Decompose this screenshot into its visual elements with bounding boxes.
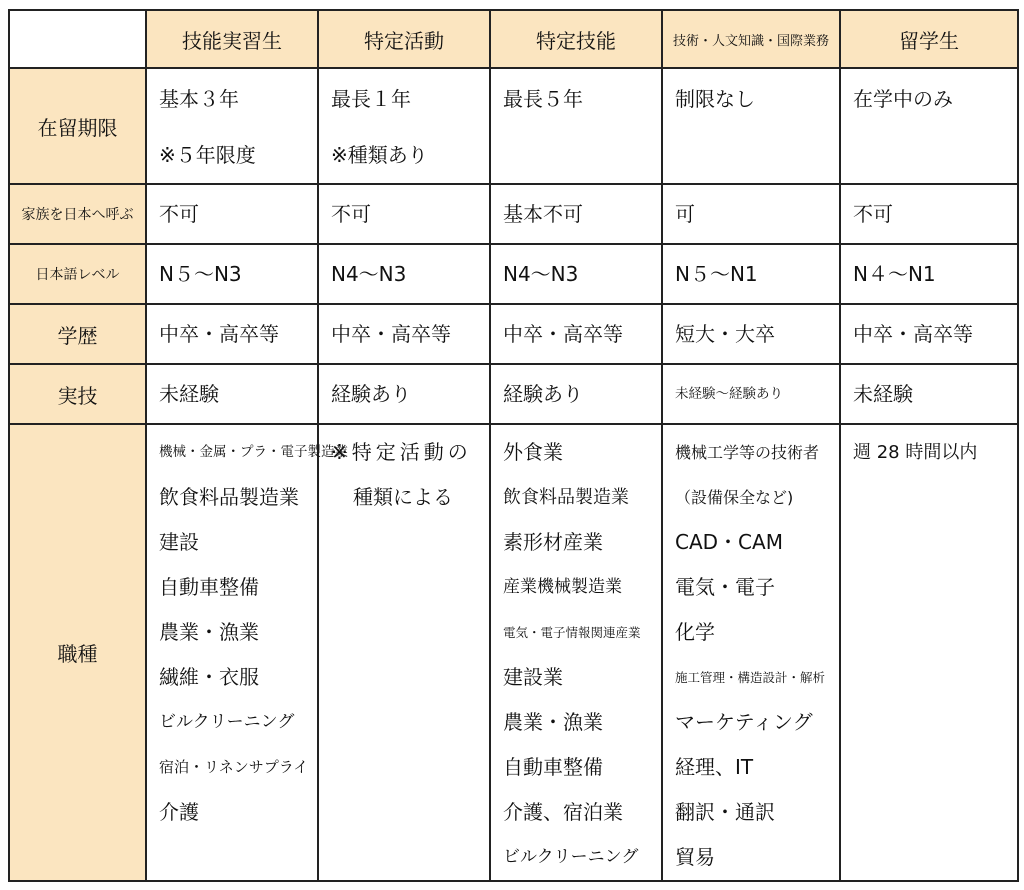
jobs-designated (318, 424, 490, 881)
list-item: （設備保全など) (675, 488, 794, 507)
row-header-japanese-level: 日本語レベル (9, 244, 146, 304)
list-item: 産業機械製造業 (503, 577, 622, 597)
cell-line: 中卒・高卒等 (853, 322, 973, 346)
table-row (9, 68, 1018, 184)
cell-line: 短大・大卒 (675, 322, 775, 346)
education-engineer (662, 304, 840, 364)
list-item: 化学 (675, 620, 715, 644)
cell-line: 中卒・高卒等 (331, 322, 451, 346)
list-item: 自動車整備 (159, 575, 259, 599)
corner-cell (9, 10, 146, 68)
list-item: 機械・金属・プラ・電子製造業 (159, 444, 348, 460)
table-row (9, 184, 1018, 244)
stay-period-trainee (146, 68, 318, 184)
cell-line: 不可 (853, 202, 893, 226)
cell-line: 可 (675, 202, 695, 226)
list-item: 宿泊・リネンサプライ (159, 758, 309, 776)
list-item: 建設 (159, 530, 199, 554)
education-designated (318, 304, 490, 364)
list-item: 繊維・衣服 (159, 665, 259, 689)
family-specified (490, 184, 662, 244)
row-header-experience: 実技 (9, 364, 146, 424)
row-header-stay-period: 在留期限 (9, 68, 146, 184)
japanese-specified (490, 244, 662, 304)
cell-line: N４～N1 (853, 262, 936, 286)
row-header-education: 学歴 (9, 304, 146, 364)
table-row (9, 364, 1018, 424)
list-item: ビルクリーニング (159, 712, 295, 732)
japanese-trainee (146, 244, 318, 304)
list-item: 建設業 (503, 665, 563, 689)
cell-line: 未経験 (159, 382, 219, 406)
cell-line: 制限なし (675, 87, 755, 111)
jobs-specified (490, 424, 662, 881)
col-header-trainee: 技能実習生 (146, 10, 318, 68)
family-designated (318, 184, 490, 244)
experience-designated (318, 364, 490, 424)
stay-period-student (840, 68, 1018, 184)
education-student (840, 304, 1018, 364)
list-item: 翻訳・通訳 (675, 800, 775, 824)
jobs-trainee (146, 424, 348, 881)
col-header-student: 留学生 (840, 10, 1018, 68)
list-item: 貿易 (675, 845, 715, 869)
cell-line: 経験あり (331, 382, 411, 406)
experience-trainee (146, 364, 318, 424)
education-specified (490, 304, 662, 364)
list-item: 農業・漁業 (159, 620, 259, 644)
list-item: 施工管理・構造設計・解析 (675, 670, 826, 685)
list-item: 飲食料品製造業 (159, 485, 299, 509)
jobs-engineer (662, 424, 840, 881)
list-item: 自動車整備 (503, 755, 603, 779)
japanese-student (840, 244, 1018, 304)
japanese-designated (318, 244, 490, 304)
row-header-jobs: 職種 (9, 424, 146, 881)
col-header-designated-activities: 特定活動 (318, 10, 490, 68)
table-row (9, 304, 1018, 364)
table-row (9, 244, 1018, 304)
table-row (9, 424, 1018, 881)
cell-line: 不可 (331, 202, 371, 226)
stay-period-engineer (662, 68, 840, 184)
cell-line: N５～N1 (675, 262, 758, 286)
experience-student (840, 364, 1018, 424)
cell-line: N５～N3 (159, 262, 242, 286)
list-item: ※特定活動の (331, 440, 472, 464)
list-item: 外食業 (503, 440, 563, 464)
cell-line: ※５年限度 (159, 143, 256, 167)
stay-period-specified (490, 68, 662, 184)
cell-line: 基本不可 (503, 202, 583, 226)
list-item: 種類による (353, 485, 453, 509)
experience-engineer (662, 364, 840, 424)
cell-line: 最長１年 (331, 87, 411, 111)
comparison-table (8, 9, 1019, 882)
col-header-engineer-humanities: 技術・人文知識・国際業務 (662, 10, 840, 68)
cell-line: ※種類あり (331, 143, 428, 167)
list-item: 介護 (159, 800, 199, 824)
cell-line: N4～N3 (331, 262, 407, 286)
list-item: 飲食料品製造業 (503, 487, 629, 508)
col-header-specified-skills: 特定技能 (490, 10, 662, 68)
cell-line: 経験あり (503, 382, 583, 406)
cell-line: 中卒・高卒等 (503, 322, 623, 346)
cell-line: 基本３年 (159, 87, 239, 111)
list-item: マーケティング (675, 710, 813, 734)
cell-line: 不可 (159, 202, 199, 226)
list-item: ビルクリーニング (503, 847, 639, 867)
list-item: 介護、宿泊業 (503, 800, 623, 824)
stay-period-designated (318, 68, 490, 184)
cell-line: 在学中のみ (853, 87, 953, 111)
cell-line: 未経験～経験あり (675, 386, 783, 402)
cell-line: 最長５年 (503, 87, 583, 111)
cell-line: N4～N3 (503, 262, 579, 286)
family-trainee (146, 184, 318, 244)
list-item: 経理、IT (675, 755, 754, 779)
list-item: 機械工学等の技術者 (675, 443, 820, 462)
family-engineer (662, 184, 840, 244)
experience-specified (490, 364, 662, 424)
education-trainee (146, 304, 318, 364)
family-student (840, 184, 1018, 244)
row-header-family: 家族を日本へ呼ぶ (9, 184, 146, 244)
jobs-student (840, 424, 1018, 881)
cell-line: 未経験 (853, 382, 913, 406)
list-item: 週 28 時間以内 (853, 442, 978, 463)
list-item: 電気・電子 (675, 575, 775, 599)
list-item: 素形材産業 (503, 530, 603, 554)
list-item: 農業・漁業 (503, 710, 603, 734)
list-item: CAD・CAM (675, 530, 783, 554)
japanese-engineer (662, 244, 840, 304)
list-item: 電気・電子情報関連産業 (503, 625, 641, 640)
header-row (9, 10, 1018, 68)
cell-line: 中卒・高卒等 (159, 322, 279, 346)
